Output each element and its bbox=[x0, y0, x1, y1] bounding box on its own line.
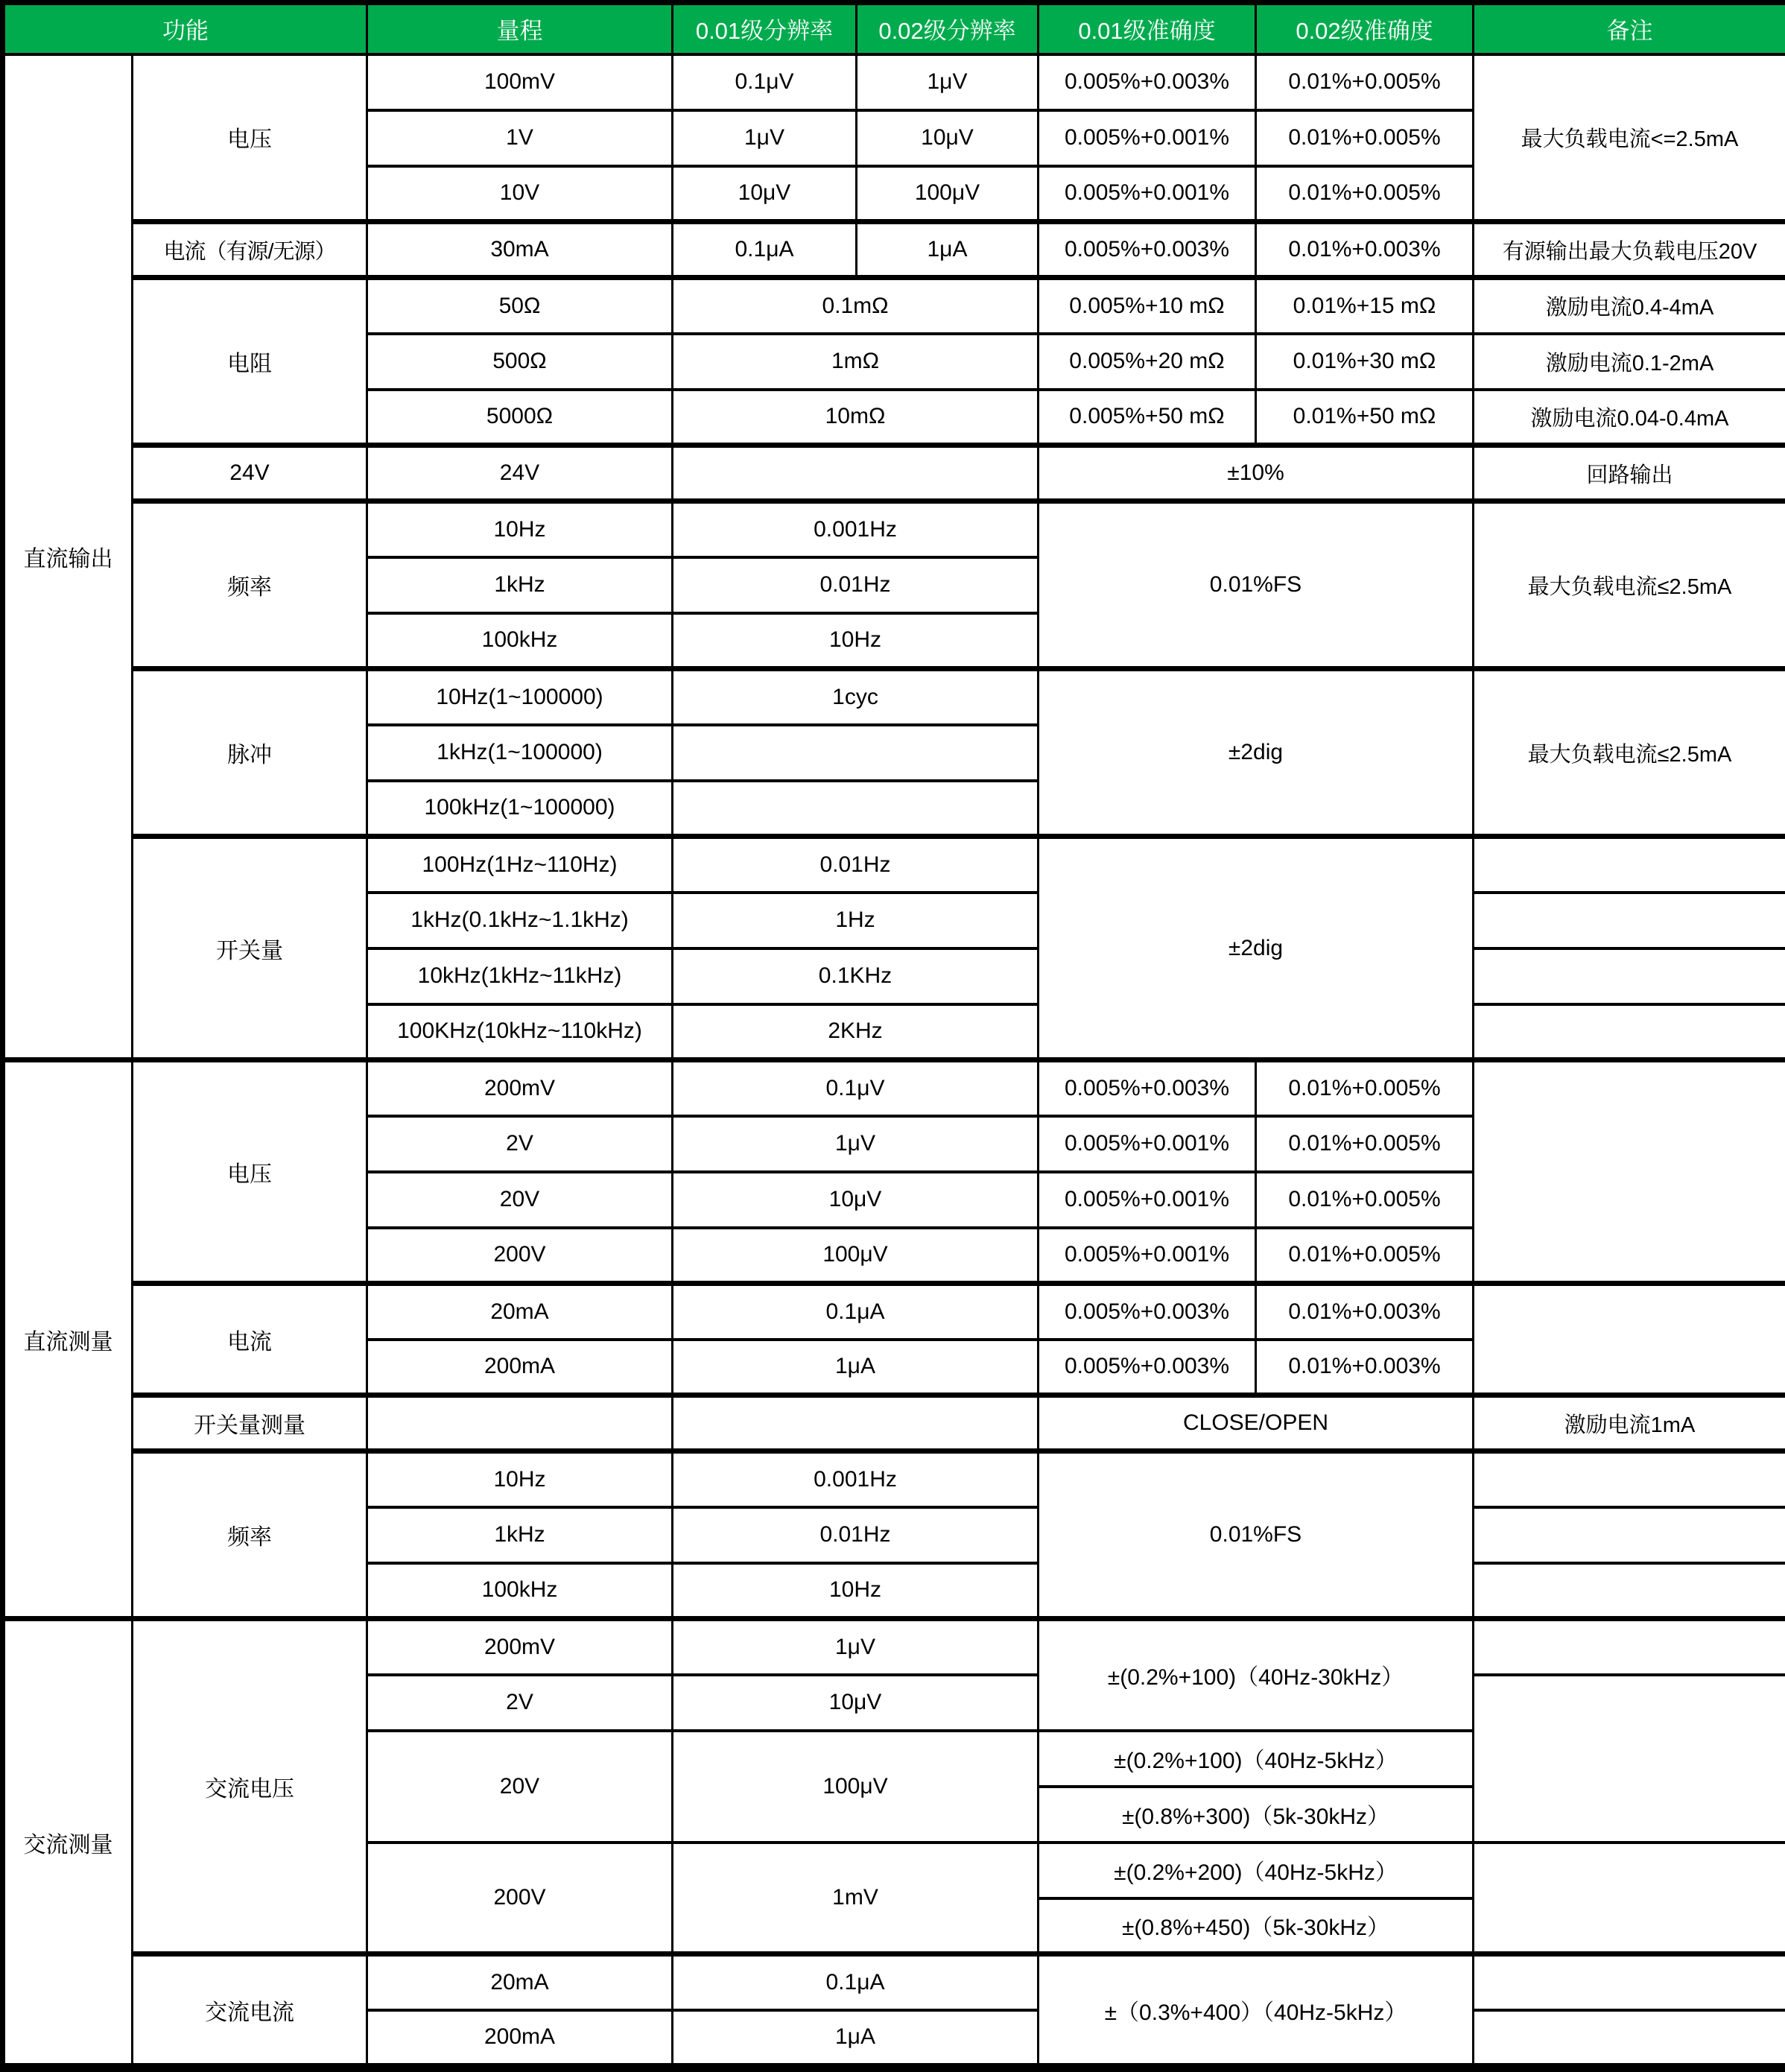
accuracy-cell: 0.01%+0.005% bbox=[1256, 1228, 1474, 1284]
resolution-cell: 0.01Hz bbox=[673, 1507, 1039, 1563]
resolution-cell: 10μV bbox=[673, 1172, 1039, 1228]
accuracy-cell: 0.01%FS bbox=[1039, 501, 1474, 669]
accuracy-cell: 0.01%+50 mΩ bbox=[1256, 390, 1474, 446]
resolution-cell: 10Hz bbox=[673, 613, 1039, 669]
note-cell bbox=[1474, 1284, 1785, 1395]
range-cell: 10V bbox=[367, 166, 673, 222]
accuracy-cell: 0.005%+10 mΩ bbox=[1039, 278, 1256, 334]
table-row bbox=[3, 1395, 1785, 1451]
table-row bbox=[3, 1451, 1785, 1507]
resolution-cell: 2KHz bbox=[673, 1004, 1039, 1060]
range-cell: 100mV bbox=[367, 54, 673, 110]
partial-row bbox=[3, 2066, 1785, 2071]
resolution-cell: 0.1μA bbox=[673, 1284, 1039, 1340]
function-label-frequency: 频率 bbox=[133, 1451, 367, 1619]
accuracy-cell: ±2dig bbox=[1039, 669, 1474, 837]
partial-cell bbox=[1039, 2066, 1474, 2071]
resolution-cell: 0.01Hz bbox=[673, 557, 1039, 613]
table-row bbox=[3, 278, 1785, 334]
note-cell: 激励电流0.4-4mA bbox=[1474, 278, 1785, 334]
resolution-cell: 10mΩ bbox=[673, 390, 1039, 446]
accuracy-cell: 0.005%+0.003% bbox=[1039, 54, 1256, 110]
accuracy-cell: 0.01%+0.005% bbox=[1256, 1060, 1474, 1116]
partial-cell bbox=[133, 2066, 367, 2071]
resolution-cell: 100μV bbox=[673, 1228, 1039, 1284]
resolution-cell: 100μV bbox=[857, 166, 1039, 222]
accuracy-cell: 0.005%+0.003% bbox=[1039, 1060, 1256, 1116]
resolution-cell: 0.1μV bbox=[673, 54, 857, 110]
resolution-cell: 0.001Hz bbox=[673, 501, 1039, 557]
range-cell: 20V bbox=[367, 1172, 673, 1228]
accuracy-cell: 0.01%+15 mΩ bbox=[1256, 278, 1474, 334]
range-cell: 1kHz(0.1kHz~1.1kHz) bbox=[367, 893, 673, 948]
resolution-cell: 10μV bbox=[857, 110, 1039, 166]
resolution-cell: 10Hz bbox=[673, 1563, 1039, 1619]
note-cell bbox=[1474, 1004, 1785, 1060]
range-cell: 200mA bbox=[367, 2010, 673, 2066]
table-row bbox=[3, 222, 1785, 278]
table-row bbox=[3, 669, 1785, 725]
accuracy-cell: 0.005%+0.003% bbox=[1039, 1284, 1256, 1340]
accuracy-cell: 0.01%+0.005% bbox=[1256, 54, 1474, 110]
resolution-cell: 1μV bbox=[673, 1116, 1039, 1172]
function-label-frequency: 频率 bbox=[133, 501, 367, 669]
accuracy-cell: 0.005%+0.003% bbox=[1039, 222, 1256, 278]
resolution-cell: 1μV bbox=[673, 1619, 1039, 1675]
range-cell: 10Hz bbox=[367, 1451, 673, 1507]
resolution-cell: 1μA bbox=[857, 222, 1039, 278]
range-cell: 100kHz bbox=[367, 613, 673, 669]
note-cell: 激励电流0.1-2mA bbox=[1474, 334, 1785, 390]
resolution-cell: 1cyc bbox=[673, 669, 1039, 725]
range-cell: 500Ω bbox=[367, 334, 673, 390]
accuracy-cell: 0.005%+0.001% bbox=[1039, 1172, 1256, 1228]
accuracy-cell: 0.005%+0.001% bbox=[1039, 1228, 1256, 1284]
range-cell: 30mA bbox=[367, 222, 673, 278]
accuracy-cell: 0.01%FS bbox=[1039, 1451, 1474, 1619]
accuracy-cell: 0.01%+0.005% bbox=[1256, 1172, 1474, 1228]
range-cell: 10Hz bbox=[367, 501, 673, 557]
accuracy-cell: 0.01%+0.003% bbox=[1256, 222, 1474, 278]
resolution-cell: 0.001Hz bbox=[673, 1451, 1039, 1507]
resolution-cell bbox=[673, 446, 1039, 501]
accuracy-cell: ±(0.2%+100)（40Hz-5kHz） bbox=[1039, 1731, 1474, 1787]
function-label-pulse: 脉冲 bbox=[133, 669, 367, 837]
resolution-cell: 0.01Hz bbox=[673, 837, 1039, 893]
range-cell: 1kHz bbox=[367, 1507, 673, 1563]
accuracy-cell: 0.005%+50 mΩ bbox=[1039, 390, 1256, 446]
table-row bbox=[3, 446, 1785, 501]
resolution-cell: 10μV bbox=[673, 1675, 1039, 1731]
group-label-ac-measure: 交流测量 bbox=[3, 1619, 133, 2066]
note-cell bbox=[1474, 1451, 1785, 1507]
table-row bbox=[3, 1284, 1785, 1340]
resolution-cell bbox=[673, 725, 1039, 781]
range-cell: 2V bbox=[367, 1116, 673, 1172]
accuracy-cell: 0.005%+20 mΩ bbox=[1039, 334, 1256, 390]
note-cell bbox=[1474, 1954, 1785, 2010]
note-cell: 有源输出最大负载电压20V bbox=[1474, 222, 1785, 278]
note-cell bbox=[1474, 893, 1785, 948]
range-cell: 100KHz(10kHz~110kHz) bbox=[367, 1004, 673, 1060]
range-cell: 100kHz bbox=[367, 1563, 673, 1619]
table-row bbox=[3, 1060, 1785, 1116]
accuracy-cell: 0.005%+0.003% bbox=[1039, 1340, 1256, 1395]
range-cell: 200mV bbox=[367, 1060, 673, 1116]
header-res-001: 0.01级分辨率 bbox=[673, 3, 857, 54]
table-row bbox=[3, 1954, 1785, 2010]
resolution-cell: 100μV bbox=[673, 1731, 1039, 1843]
accuracy-cell: 0.01%+30 mΩ bbox=[1256, 334, 1474, 390]
header-range: 量程 bbox=[367, 3, 673, 54]
note-cell: 激励电流1mA bbox=[1474, 1395, 1785, 1451]
accuracy-cell: 0.01%+0.005% bbox=[1256, 1116, 1474, 1172]
note-cell bbox=[1474, 1060, 1785, 1284]
header-acc-001: 0.01级准确度 bbox=[1039, 3, 1256, 54]
range-cell: 10Hz(1~100000) bbox=[367, 669, 673, 725]
note-cell bbox=[1474, 1563, 1785, 1619]
range-cell: 1V bbox=[367, 110, 673, 166]
note-cell bbox=[1474, 948, 1785, 1004]
range-cell: 10kHz(1kHz~11kHz) bbox=[367, 948, 673, 1004]
range-cell: 2V bbox=[367, 1675, 673, 1731]
resolution-cell: 0.1μV bbox=[673, 1060, 1039, 1116]
partial-cell bbox=[367, 2066, 673, 2071]
range-cell: 20mA bbox=[367, 1284, 673, 1340]
resolution-cell: 1mΩ bbox=[673, 334, 1039, 390]
accuracy-cell: 0.01%+0.005% bbox=[1256, 110, 1474, 166]
range-cell: 200mV bbox=[367, 1619, 673, 1675]
note-cell bbox=[1474, 2010, 1785, 2066]
note-cell: 回路输出 bbox=[1474, 446, 1785, 501]
note-cell: 最大负载电流<=2.5mA bbox=[1474, 54, 1785, 222]
range-cell: 5000Ω bbox=[367, 390, 673, 446]
function-label-resistance: 电阻 bbox=[133, 278, 367, 446]
function-label-switch-measure: 开关量测量 bbox=[133, 1395, 367, 1451]
range-cell: 1kHz(1~100000) bbox=[367, 725, 673, 781]
header-res-002: 0.02级分辨率 bbox=[857, 3, 1039, 54]
partial-cell bbox=[1474, 2066, 1785, 2071]
accuracy-cell: 0.01%+0.003% bbox=[1256, 1340, 1474, 1395]
note-cell bbox=[1474, 1843, 1785, 1954]
header-function: 功能 bbox=[3, 3, 367, 54]
accuracy-cell: 0.01%+0.003% bbox=[1256, 1284, 1474, 1340]
function-label-24v: 24V bbox=[133, 446, 367, 501]
resolution-cell bbox=[673, 1395, 1039, 1451]
resolution-cell: 1μA bbox=[673, 1340, 1039, 1395]
accuracy-cell: 0.01%+0.005% bbox=[1256, 166, 1474, 222]
note-cell bbox=[1474, 837, 1785, 893]
range-cell: 200V bbox=[367, 1228, 673, 1284]
partial-cell bbox=[673, 2066, 1039, 2071]
partial-cell bbox=[3, 2066, 133, 2071]
function-label-voltage: 电压 bbox=[133, 54, 367, 222]
resolution-cell: 1μV bbox=[673, 110, 857, 166]
resolution-cell: 1μA bbox=[673, 2010, 1039, 2066]
function-label-ac-voltage: 交流电压 bbox=[133, 1619, 367, 1954]
group-label-dc-output: 直流输出 bbox=[3, 54, 133, 1060]
resolution-cell: 0.1μA bbox=[673, 222, 857, 278]
table-row bbox=[3, 837, 1785, 893]
header-acc-002: 0.02级准确度 bbox=[1256, 3, 1474, 54]
function-label-current: 电流 bbox=[133, 1284, 367, 1395]
accuracy-cell: ±(0.2%+100)（40Hz-30kHz） bbox=[1039, 1619, 1474, 1731]
range-cell: 50Ω bbox=[367, 278, 673, 334]
accuracy-cell: 0.005%+0.001% bbox=[1039, 1116, 1256, 1172]
accuracy-cell: ±（0.3%+400）（40Hz-5kHz） bbox=[1039, 1954, 1474, 2066]
accuracy-cell: 0.005%+0.001% bbox=[1039, 110, 1256, 166]
accuracy-cell: ±10% bbox=[1039, 446, 1474, 501]
range-cell: 24V bbox=[367, 446, 673, 501]
accuracy-cell: CLOSE/OPEN bbox=[1039, 1395, 1474, 1451]
range-cell: 100Hz(1Hz~110Hz) bbox=[367, 837, 673, 893]
table-row bbox=[3, 54, 1785, 110]
function-label-ac-current: 交流电流 bbox=[133, 1954, 367, 2066]
range-cell: 20mA bbox=[367, 1954, 673, 2010]
table-row bbox=[3, 501, 1785, 557]
note-cell bbox=[1474, 1507, 1785, 1563]
range-cell bbox=[367, 1395, 673, 1451]
resolution-cell: 10μV bbox=[673, 166, 857, 222]
header-note: 备注 bbox=[1474, 3, 1785, 54]
note-cell bbox=[1474, 1675, 1785, 1843]
resolution-cell: 1μV bbox=[857, 54, 1039, 110]
resolution-cell: 1Hz bbox=[673, 893, 1039, 948]
note-cell: 最大负载电流≤2.5mA bbox=[1474, 501, 1785, 669]
range-cell: 200mA bbox=[367, 1340, 673, 1395]
table-row bbox=[3, 1619, 1785, 1675]
accuracy-cell: 0.005%+0.001% bbox=[1039, 166, 1256, 222]
resolution-cell: 0.1μA bbox=[673, 1954, 1039, 2010]
range-cell: 100kHz(1~100000) bbox=[367, 781, 673, 837]
group-label-dc-measure: 直流测量 bbox=[3, 1060, 133, 1619]
range-cell: 1kHz bbox=[367, 557, 673, 613]
range-cell: 20V bbox=[367, 1731, 673, 1843]
function-label-current: 电流（有源/无源） bbox=[133, 222, 367, 278]
resolution-cell bbox=[673, 781, 1039, 837]
range-cell: 200V bbox=[367, 1843, 673, 1954]
note-cell: 最大负载电流≤2.5mA bbox=[1474, 669, 1785, 837]
header-row bbox=[3, 3, 1785, 54]
accuracy-cell: ±(0.8%+300)（5k-30kHz） bbox=[1039, 1787, 1474, 1843]
resolution-cell: 0.1mΩ bbox=[673, 278, 1039, 334]
note-cell bbox=[1474, 1619, 1785, 1675]
accuracy-cell: ±2dig bbox=[1039, 837, 1474, 1060]
function-label-switch: 开关量 bbox=[133, 837, 367, 1060]
note-cell: 激励电流0.04-0.4mA bbox=[1474, 390, 1785, 446]
accuracy-cell: ±(0.8%+450)（5k-30kHz） bbox=[1039, 1898, 1474, 1954]
resolution-cell: 1mV bbox=[673, 1843, 1039, 1954]
resolution-cell: 0.1KHz bbox=[673, 948, 1039, 1004]
accuracy-cell: ±(0.2%+200)（40Hz-5kHz） bbox=[1039, 1843, 1474, 1898]
function-label-voltage: 电压 bbox=[133, 1060, 367, 1284]
